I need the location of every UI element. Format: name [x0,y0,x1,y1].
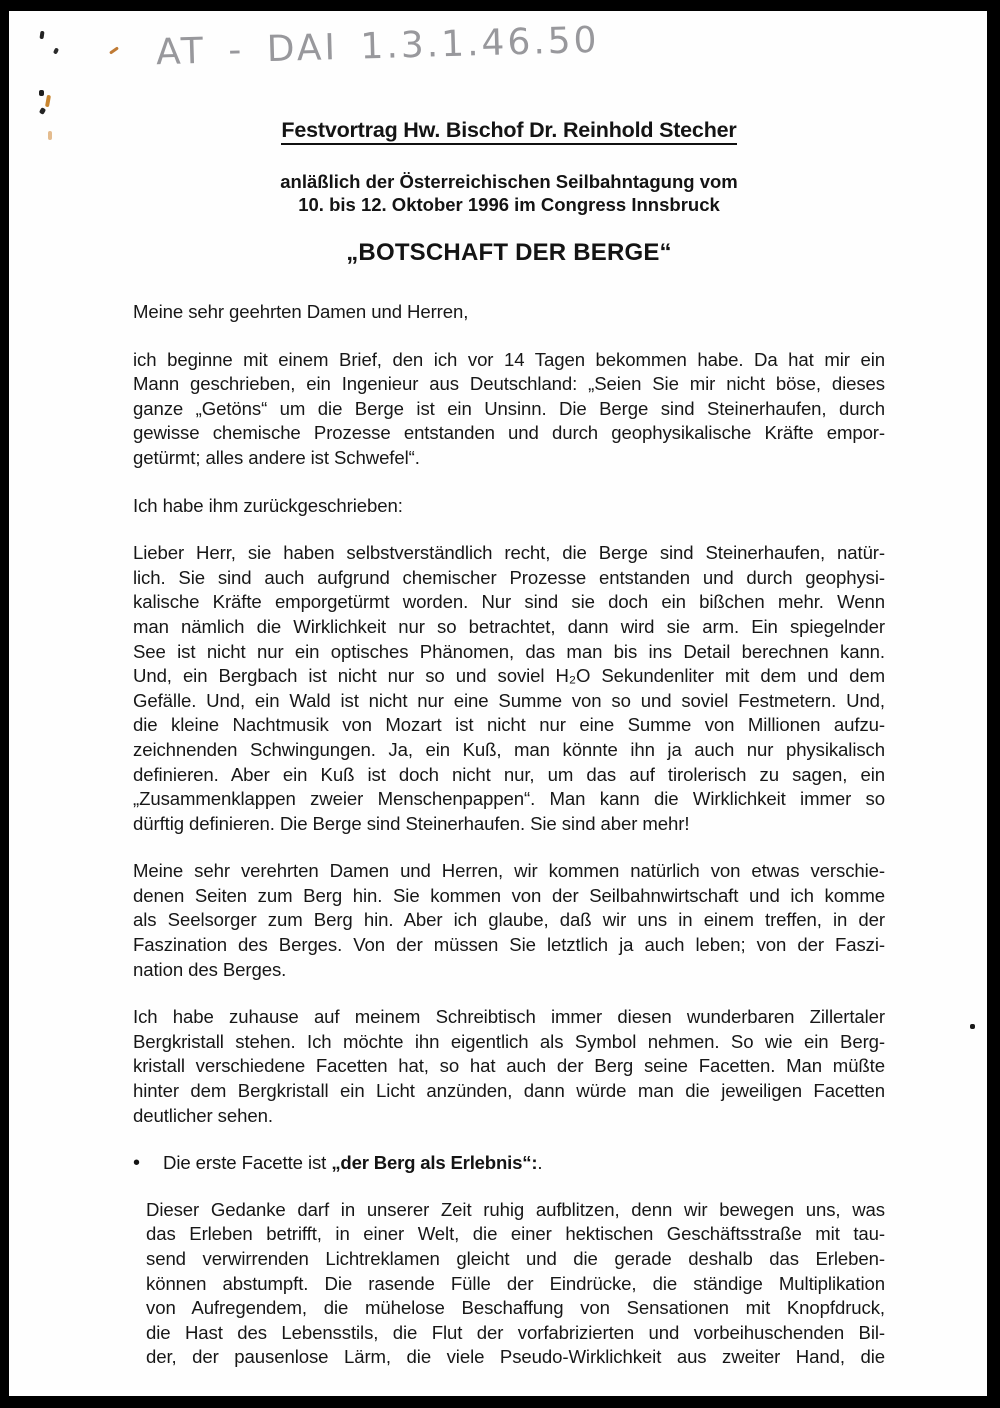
paragraph-reply [133,541,885,836]
text-line: Dieser Gedanke darf in unserer Zeit ruhig aufblitzen, denn wir bewegen uns, was [146,1198,885,1220]
text-line: lich. Sie sind auch aufgrund chemischer Prozesse entstanden und durch geophysi- [133,566,885,588]
document-content [133,118,885,1393]
document-heading: „BOTSCHAFT DER BERGE“ [346,239,672,266]
document-title-text: Festvortrag Hw. Bischof Dr. Reinhold Stecher [281,118,736,145]
text-line: Bergkristall stehen. Ich möchte ihn eigentlich als Symbol nehmen. So wie ein Berg- [133,1030,885,1052]
scan-border-top [0,0,1000,11]
paragraph-perspectives [133,859,885,982]
text-line: ich beginne mit einem Brief, den ich vor 14 Tagen bekommen habe. Da hat mir ein [133,348,885,370]
bullet-suffix: . [537,1152,543,1174]
text-line: See ist nicht nur ein optisches Phänomen, das man bis ins Detail berechnen kann. [133,640,885,662]
text-line: kalische Kräfte emporgetürmt worden. Nur sind sie doch ein bißchen mehr. Wenn [133,591,885,613]
text-line: „Zusammenklappen zweier Menschenpappen“. Man kann die Wirklichkeit immer so [133,788,885,810]
bullet-text [163,1151,542,1176]
text-line: zeichnenden Schwingungen. Ja, ein Kuß, man könnte ihn ja auch nur physikalisch [133,738,885,760]
bullet-point-first-facet [133,1151,885,1176]
text-line: der, der pausenlose Lärm, die viele Pseudo-Wirklichkeit aus zweiter Hand, die [146,1346,885,1368]
paragraph-crystal [133,1005,885,1128]
paragraph-letter [133,348,885,471]
bullet-marker: • [133,1152,140,1175]
text-line: denen Seiten zum Berg hin. Sie kommen von der Seilbahnwirtschaft und ich komme [133,884,885,906]
text-line: als Seelsorger zum Berg hin. Aber ich glaube, daß wir uns in einem treffen, in der [133,909,885,931]
text-line: Und, ein Bergbach ist nicht nur so und soviel H₂O Sekundenliter mit dem und dem [133,665,885,687]
text-line: Meine sehr verehrten Damen und Herren, wir kommen natürlich von etwas verschie- [133,860,885,882]
document-subtitle [133,170,885,216]
handwritten-archive-code: AT - DAI 1.3.1.46.50 [155,19,601,74]
text-line: nation des Berges. [133,958,287,980]
text-line: send verwirrenden Lichtreklamen gleicht und die gerade deshalb das Erleben- [146,1248,885,1269]
bullet-bold-phrase: „der Berg als Erlebnis“: [331,1152,538,1174]
ink-speck [109,46,119,54]
scan-border-left [0,0,9,1408]
text-line: die Hast des Lebensstils, die Flut der vorfabrizierten und vorbeihuschenden Bil- [146,1321,885,1343]
paragraph-facet-experience [146,1198,885,1370]
text-line: Ich habe zuhause auf meinem Schreibtisch immer diesen wunderbaren Zillertaler [133,1006,885,1028]
text-line: man nämlich die Wirklichkeit nur so betrachtet, dann wird sie arm. Ein spiegelnder [133,615,885,637]
scan-border-right [987,0,1000,1408]
text-line: Meine sehr geehrten Damen und Herren, [133,301,469,322]
scan-border-bottom [0,1396,1000,1408]
text-line: deutlicher sehen. [133,1104,273,1126]
subtitle-line-2: 10. bis 12. Oktober 1996 im Congress Innsbruck [298,194,720,215]
text-line: das Erleben betrifft, in einer Welt, die einer hektischen Geschäftsstraße mit tau- [146,1223,885,1245]
bullet-prefix: Die erste Facette ist [163,1152,332,1174]
subtitle-line-1: anläßlich der Österreichischen Seilbahntagung vom [280,171,738,192]
text-line: Mann geschrieben, ein Ingenieur aus Deutschland: „Seien Sie mir nicht böse, dieses [133,373,885,395]
text-line: Ich habe ihm zurückgeschrieben: [133,494,403,516]
paragraph-reply-intro [133,494,885,519]
ink-speck [39,107,46,115]
text-line: getürmt; alles andere ist Schwefel“. [133,446,420,468]
text-line: hinter dem Bergkristall ein Licht anzünden, dann würde man die jeweiligen Facetten [133,1080,885,1102]
ink-speck [53,47,59,54]
text-line: ganze „Getöns“ um die Berge ist ein Unsinn. Die Berge sind Steinerhaufen, durch [133,397,885,419]
paragraph-salutation [133,300,885,325]
text-line: definieren. Aber ein Kuß ist doch nicht nur, um das auf tirolerisch zu sagen, ein [133,763,885,785]
text-line: von Aufregendem, die mühelose Beschaffung von Sensationen mit Knopfdruck, [146,1297,885,1319]
text-line: Faszination des Berges. Von der müssen Sie letztlich ja auch leben; von der Faszi- [133,934,885,956]
text-line: gewisse chemische Prozesse entstanden und durch geophysikalische Kräfte empor- [133,422,885,444]
text-line: kristall verschiedene Facetten hat, so hat auch der Berg seine Facetten. Man müßte [133,1055,885,1077]
ink-speck [48,131,52,140]
text-line: die kleine Nachtmusik von Mozart ist nicht nur eine Summe von Millionen aufzu- [133,714,885,736]
text-line: können abstumpft. Die rasende Fülle der Eindrücke, die ständige Multiplikation [146,1272,885,1294]
ink-speck [39,31,44,39]
text-line: dürftig definieren. Die Berge sind Steinerhaufen. Sie sind aber mehr! [133,812,690,834]
ink-speck [39,90,44,96]
ink-speck [970,1024,975,1029]
document-title [133,118,885,143]
text-line: Lieber Herr, sie haben selbstverständlich recht, die Berge sind Steinerhaufen, natür- [133,542,885,564]
text-line: Gefälle. Und, ein Wald ist nicht nur eine Summe von so und soviel Festmetern. Und, [133,689,885,711]
ink-speck [45,95,51,108]
